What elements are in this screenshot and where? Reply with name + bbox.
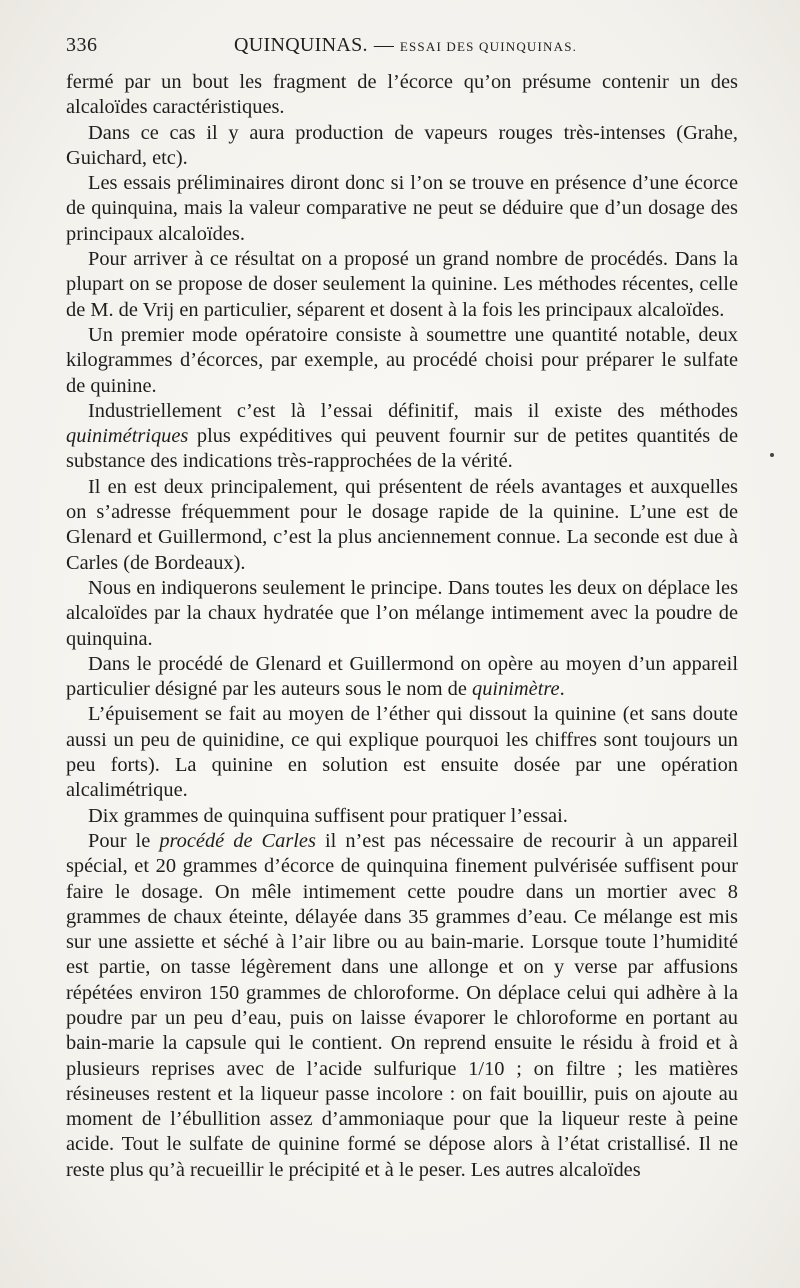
paragraph <box>66 399 738 475</box>
page-number: 336 <box>66 34 98 56</box>
italic-term: procédé de Carles <box>159 829 316 852</box>
paragraph-continued: fermé par un bout les fragment de l’écorce qu’on présume contenir un des alcaloïdes caractéristiques. <box>66 71 738 119</box>
text-run: Dans le procédé de Glenard et Guillermond on opère au moyen d’un appareil particulier désigné par les auteurs sous le nom de <box>66 652 738 701</box>
section-title: ESSAI DES QUINQUINAS. <box>399 39 578 54</box>
paragraph: L’épuisement se fait au moyen de l’éther qui dissout la quinine (et sans doute aussi un peu de quinidine, ce qui explique pourquoi les chiffres sont toujours un peu forts). La quinine en solution est ensuite dosée par une opération alcalimétrique. <box>66 703 738 802</box>
text-run: Pour le <box>88 829 160 852</box>
paragraph: Un premier mode opératoire consiste à soumettre une quantité notable, deux kilogrammes d’écorces, par exemple, au procédé choisi pour préparer le sulfate de quinine. <box>66 323 738 397</box>
paragraph: Dans ce cas il y aura production de vapeurs rouges très-intenses (Grahe, Guichard, etc). <box>66 121 738 169</box>
paragraph: Il en est deux principalement, qui présentent de réels avantages et auxquelles on s’adresse fréquemment pour le dosage rapide de la quinine. L’une est de Glenard et Guillermond, c’est la plus anciennement connue. La seconde est due à Carles (de Bordeaux). <box>66 475 738 574</box>
text-run: plus expéditives qui peuvent fournir sur de petites quantités de substance des indications très-rapprochées de la vérité. <box>66 425 738 473</box>
text-run: Industriellement c’est là l’essai définitif, mais il existe des méthodes <box>88 399 738 422</box>
paragraph <box>66 829 738 1183</box>
paragraph: Les essais préliminaires diront donc si l’on se trouve en présence d’une écorce de quinquina, mais la valeur comparative ne peut se déduire que d’un dosage des principaux alcaloïdes. <box>66 172 738 245</box>
title-separator: — <box>373 34 394 56</box>
running-head <box>66 34 736 62</box>
paragraph: Nous en indiquerons seulement le principe. Dans toutes les deux on déplace les alcaloïdes par la chaux hydratée que l’on mélange intimement avec la poudre de quinquina. <box>66 576 738 650</box>
text-run: . <box>559 678 565 701</box>
chapter-title: QUINQUINAS. <box>234 34 368 56</box>
body-text <box>66 70 738 1183</box>
text-run: il n’est pas nécessaire de recourir à un appareil spécial, et 20 grammes d’écorce de quinquina finement pulvérisée suffisent pour faire le dosage. On mêle intimement cette poudre dans un mortier avec 8 grammes de chaux éteinte, délayée dans 35 grammes d’eau. Ce mélange est mis sur une assiette et séché à l’air libre ou au bain-marie. Lorsque toute l’humidité est partie, on tasse légèrement dans une allonge et on y verse par affusions répétées environ 150 grammes de chloroforme. On déplace celui qui adhère à la poudre par un peu d’eau, puis on laisse évaporer le chloroforme en portant au bain-marie la capsule qui le contient. On reprend ensuite le résidu à froid et à plusieurs reprises avec de l’acide sulfurique 1/10 ; on filtre ; les matières résineuses restent et la liqueur passe incolore : on fait bouillir, puis on ajoute au moment de l’ébullition assez d’ammoniaque pour que la liqueur reste à peine acide. Tout le sulfate de quinine formé se dépose alors à l’état cristallisé. Il ne reste plus qu’à recueillir le précipité et à le peser. Les autres alcaloïdes <box>66 829 738 1181</box>
running-title <box>234 34 577 57</box>
ink-speck <box>770 453 774 457</box>
italic-term: quinimétriques <box>66 425 189 448</box>
paragraph: Dix grammes de quinquina suffisent pour pratiquer l’essai. <box>88 804 568 827</box>
italic-term: quinimètre <box>472 678 560 701</box>
paragraph <box>66 652 738 703</box>
paragraph: Pour arriver à ce résultat on a proposé un grand nombre de procédés. Dans la plupart on se propose de doser seulement la quinine. Les méthodes récentes, celle de M. de Vrij en particulier, séparent et dosent à la fois les principaux alcaloïdes. <box>66 248 738 321</box>
